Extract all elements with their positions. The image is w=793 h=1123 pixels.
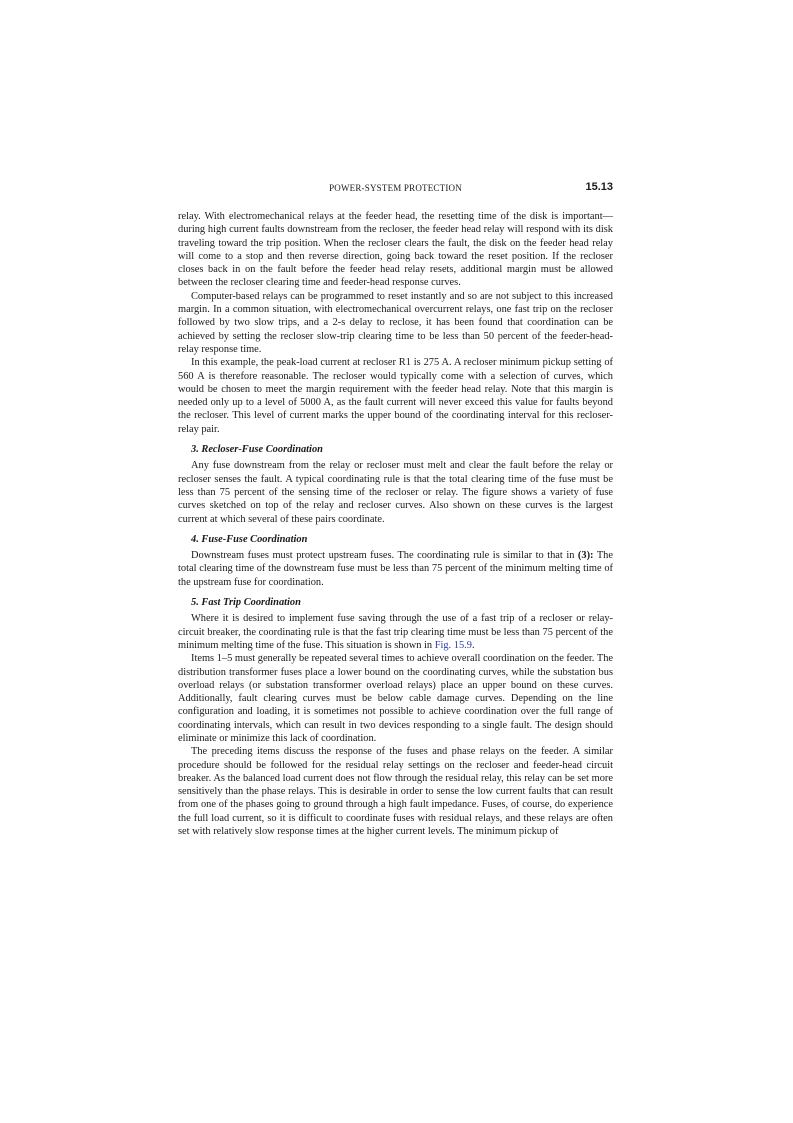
text-run-bold: (3): xyxy=(577,550,594,562)
running-title: POWER-SYSTEM PROTECTION xyxy=(329,183,462,193)
paragraph xyxy=(178,549,613,589)
paragraph: Items 1–5 must generally be repeated several times to achieve overall coordination on the feeder. The distribution transformer fuses place a lower bound on the coordinating curves, while the substation bus overload relays (or substation transformer overload relays) place an upper bound on these curves. Additionally, fault clearing curves must be below cable damage curves. Depending on the line configuration and loading, it is sometimes not possible to achieve coordination over the full range of coordinating intervals, which can result in two devices responding to a single fault. The design should eliminate or minimize this lack of coordination. xyxy=(178,653,613,744)
section-heading-fast-trip: 5. Fast Trip Coordination xyxy=(191,597,301,609)
paragraph: relay. With electromechanical relays at the feeder head, the resetting time of the disk is important—during high current faults downstream from the recloser, the feeder head relay will respond with its disk traveling toward the trip position. When the recloser clears the fault, the disk on the feeder head relay will come to a stop and then reverse direction, going back toward the reset position. If the recloser closes back in on the fault before the feeder head relay resets, additional margin must be allowed between the recloser clearing time and feeder-head response curves. xyxy=(178,211,613,289)
page-header xyxy=(178,181,613,197)
text-run: The total clearing time of the downstream fuse must be less than 75 percent of the minimum melting time of the upstream fuse for coordination. xyxy=(178,550,613,588)
section-heading-fuse-fuse: 4. Fuse-Fuse Coordination xyxy=(191,533,308,545)
paragraph: Computer-based relays can be programmed to reset instantly and so are not subject to this increased margin. In a common situation, with electromechanical overcurrent relays, one fast trip on the recloser followed by two slow trips, and a 2-s delay to reclose, it has been found that coordination can be achieved by setting the recloser slow-trip clearing time to be less than 50 percent of the feeder-head-relay response time. xyxy=(178,290,613,355)
text-run: Where it is desired to implement fuse saving through the use of a fast trip of a recloser or relay-circuit breaker, the coordinating rule is that the fast trip clearing time must be less than 75 percent of the minimum melting time of the fuse. This situation is shown in xyxy=(178,613,613,651)
paragraph xyxy=(178,612,613,652)
body-text xyxy=(178,210,613,838)
figure-link[interactable]: Fig. 15.9 xyxy=(434,639,472,651)
paragraph: Any fuse downstream from the relay or recloser must melt and clear the fault before the relay or recloser senses the fault. A typical coordinating rule is that the total clearing time of the fuse must be less than 75 percent of the sensing time of the recloser or relay. The figure shows a variety of fuse curves sketched on top of the relay and recloser curves. Also shown on these curves is the largest current at which several of these pairs coordinate. xyxy=(178,460,613,525)
paragraph: In this example, the peak-load current at recloser R1 is 275 A. A recloser minimum pickup setting of 560 A is therefore reasonable. The recloser would typically come with a selection of curves, which would be chosen to meet the margin requirement with the feeder head relay. Note that this margin is needed only up to a level of 5000 A, as the fault current will never exceed this value for faults beyond the recloser. This level of current marks the upper bound of the coordinating interval for this recloser-relay pair. xyxy=(178,357,613,435)
page-number: 15.13 xyxy=(585,181,613,193)
text-run: . xyxy=(471,639,475,651)
paragraph: The preceding items discuss the response of the fuses and phase relays on the feeder. A similar procedure should be followed for the residual relay settings on the recloser and feeder-head circuit breaker. As the balanced load current does not flow through the residual relay, this relay can be set more sensitively than the phase relays. This is desirable in order to sense the low current faults that can result from one of the phases going to ground through a high fault impedance. Fuses, of course, do experience the full load current, so it is difficult to coordinate fuses with residual relays, and these relays are often set with relatively slow response times at the higher current levels. The minimum pickup of xyxy=(178,746,613,838)
text-run: Downstream fuses must protect upstream fuses. The coordinating rule is similar to that in xyxy=(191,550,578,562)
section-heading-recloser-fuse: 3. Recloser-Fuse Coordination xyxy=(191,444,323,456)
